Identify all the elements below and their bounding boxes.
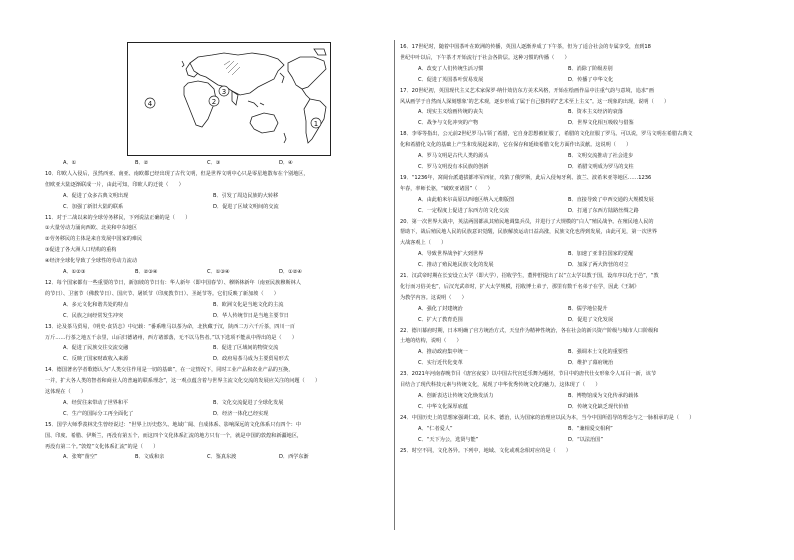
option[interactable]: B．“兼相爱交相利”: [568, 425, 613, 432]
option[interactable]: D．加深了两大阵营的对立: [568, 262, 629, 269]
option[interactable]: D．促进了文化发展: [568, 316, 614, 323]
option[interactable]: D．“以法治国”: [568, 436, 603, 443]
question-text: 风从画学于自然而人深刻想象’的艺术观，逐步形成了属于自己独特的“艺术至上主义”。这一现象的出现，说明（ ）: [400, 98, 670, 105]
question-24: [400, 413, 752, 446]
question-text: 19．“1236年，窝阔台派遣拔都率军西征，攻陷了俄罗斯，此后入侵匈牙利、波兰、波希米亚等地区……1236: [400, 174, 652, 181]
map-marker-3: 3: [221, 88, 227, 96]
option[interactable]: B．消除了阶级差别: [568, 65, 613, 72]
question-10: [45, 169, 390, 213]
option[interactable]: A．导致世界战争扩大到世界: [418, 251, 484, 258]
question-text: 20．第一次世界大战中，英法两国都从其殖民地调集兵员，并进行了大规模的“白人”殖民战争。在殖民地人民的: [400, 218, 654, 225]
option[interactable]: A．①: [63, 160, 77, 166]
question-text: 的节日）、卫塞节（佛教节日）、国庆节、屠妖节（印度教节日）、圣诞节等。它们反映了新加坡（ ）: [45, 290, 279, 297]
option[interactable]: B．资本主义经济的衰落: [568, 109, 623, 116]
option[interactable]: A．“仁者爱人”: [418, 425, 453, 432]
world-map-drawing: [128, 43, 330, 155]
option[interactable]: A．张骞“凿空”: [63, 454, 98, 461]
column-divider: [394, 40, 395, 530]
question-text: 国、印度、希腊、伊斯兰，再没有第五个，而这四个文化体系汇流的地方只有一个，就是中国的敦煌和新疆地区，: [45, 432, 303, 439]
question-text: 14．德国著名学者歌德认为“人类交往作用是一切的基础”，在一定情况下，同时工业产品和农业产品的互换，: [45, 367, 294, 374]
option[interactable]: B．文成和亲: [135, 454, 165, 461]
option[interactable]: B．文明交流推动了社会进步: [568, 153, 634, 160]
question-text: 土地的结构，说明（ ）: [400, 338, 462, 345]
option[interactable]: D．西学东渐: [279, 454, 309, 461]
option[interactable]: C．反映了国家财政收入来源: [63, 356, 129, 363]
option[interactable]: A．创新表达让传统文化焕发活力: [418, 393, 494, 399]
option[interactable]: C．中华文化深厚底蕴: [418, 403, 468, 410]
option[interactable]: B．强调本土文化的重要性: [568, 349, 629, 356]
question-18: [400, 129, 752, 173]
option[interactable]: C．民族之间经常发生冲突: [63, 312, 124, 319]
right-column: [400, 42, 752, 456]
option[interactable]: D．促进了区域文明间的交流: [213, 203, 279, 210]
option[interactable]: D．希腊文明成为罗马的支柱: [568, 163, 634, 170]
option[interactable]: D．维护了幕府统治: [568, 360, 614, 367]
option[interactable]: A．由此帕米尔高原以西地区纳入元朝版图: [418, 196, 515, 203]
option[interactable]: C．“天下为公，选贤与能”: [418, 436, 479, 443]
question-text: 16．17世纪时，随着中国茶叶在欧洲的传播，英国人逐渐养成了下午茶，但为了适合社会的专属享受，直到18: [400, 44, 651, 50]
question-text: 年春，率师长驱，“破欧亚诸国”（ ）: [400, 185, 493, 192]
option[interactable]: D．华人传统节日是当地主要节日: [213, 312, 289, 319]
option[interactable]: D．世界文化相互吸收与借鉴: [568, 120, 634, 127]
question-22: [400, 326, 752, 370]
question-25: [400, 446, 752, 457]
option[interactable]: A．多元文化和谐共处的特点: [63, 301, 129, 308]
world-map-figure: [127, 42, 331, 156]
option[interactable]: C．生产的国际分工再全面化了: [63, 410, 134, 417]
option[interactable]: A．推动政府集中统一: [418, 349, 468, 356]
option[interactable]: D．④: [279, 160, 293, 166]
question-text: 17．20世纪初，英国现代主义艺术家保罗·纳什效仿东方美术风格，开始在绘画作品中注重气韵与意境，追求“画: [400, 87, 654, 94]
option[interactable]: C．战争与文化冲突的产物: [418, 120, 479, 127]
question-text: 帮助下，战后殖民地人民的民族意识觉醒，民族解放运动日益高涨，民族文化也得到发展，由此可见，第一次世界: [400, 229, 658, 236]
question-text: ④经济全球化导致了全球性的劳动力流动: [45, 258, 137, 265]
option[interactable]: B．引发了周边民族的大转移: [213, 192, 279, 199]
option[interactable]: A．经贸往来带动了世界和平: [63, 399, 129, 406]
question-12: [45, 278, 390, 322]
question-text: 大战客观上（ ）: [400, 240, 447, 247]
option[interactable]: C．③: [207, 160, 221, 166]
option[interactable]: B．加速了亚非拉国家的觉醒: [568, 251, 634, 258]
option[interactable]: B．②: [135, 160, 149, 166]
option[interactable]: C．推动了殖民地民族文化的发展: [418, 262, 494, 269]
question-text: 21．汉武帝时期在长安设立太学（即大学），招收学生，董仲舒提出了以“立太学以教于国，设庠序以化于邑”，“教: [400, 273, 659, 280]
option[interactable]: D．经济一体化已经实现: [213, 410, 269, 417]
option[interactable]: B．直接导致了中西交通的大规模发展: [568, 196, 654, 203]
question-17: [400, 86, 752, 130]
question-21: [400, 271, 752, 326]
map-marker-1: 1: [313, 120, 319, 128]
option[interactable]: D．①②④: [279, 269, 302, 276]
question-19: [400, 173, 752, 217]
option[interactable]: B．博物馆成为文化传承的载体: [568, 393, 639, 399]
question-23: [400, 369, 752, 413]
option[interactable]: C．加强了新旧大陆的联系: [63, 203, 124, 210]
option[interactable]: C．实行近代化变革: [418, 360, 463, 367]
question-text: 22．德川幕府时期，日本明确了官方统治方式，天皇作为精神性统治，各在社会的新兴资产阶级与城市人口阶级和: [400, 327, 659, 334]
option[interactable]: A．①②③: [63, 269, 86, 276]
option[interactable]: B．②③④: [135, 269, 158, 276]
option[interactable]: A．罗马文明是古代人类的源头: [418, 153, 489, 160]
question-text: 目结合了现代科技元素与传统文化，展现了中华优秀传统文化的魅力，这体现了（ ）: [400, 382, 601, 389]
question-text: 12．每个国家都有一些重要的节日，新加坡的节日有：华人新年（即中国春节）、穆斯林新年（南亚民族穆斯林人: [45, 279, 301, 286]
question-text: 15．国学大师季羡林先生曾经说过：“世界上历史悠久、地域广阔、自成体系、影响深远的文化体系只有四个：中: [45, 421, 301, 428]
question-text: 11．对于二战以来的全球劳务移民，下列说法正确的是（ ）: [45, 214, 191, 221]
option[interactable]: C．一定程度上促进了东西方的文化交流: [418, 207, 509, 214]
question-text: 13．论及茶马贸易，《明史·食货志》中记载：“番系唯马以茶为命，北狄藏于汉，陕西二万六千斤茶，四川一百: [45, 323, 295, 330]
option[interactable]: C．鉴真东渡: [207, 454, 237, 461]
option[interactable]: B．文化交流促进了全球化发展: [213, 399, 284, 406]
question-text: 再没有第二个。”敦煌“文化体系汇流”的是（ ）: [45, 443, 159, 450]
option[interactable]: C．促进了英国茶叶贸易发展: [418, 76, 484, 83]
question-13: [45, 322, 390, 366]
option[interactable]: A．改变了人们传统生活习惯: [418, 65, 484, 72]
question-20: [400, 217, 752, 272]
question-text: 为教学内容。这说明（ ）: [400, 294, 467, 301]
option[interactable]: D．传播了中华文化: [568, 76, 614, 83]
question-text: ③促进了各大洲人口结构的重构: [45, 247, 117, 254]
option[interactable]: A．现实主义绘画传统的丧失: [418, 109, 484, 116]
question-text: ①大量劳动力涌向西欧、北美和中东地区: [45, 225, 137, 232]
question-text: 一并，扩大各人类的智者和商业人的普遍的联系理念”，这一观点蕴含着与世界主流文化交流的发展应关注的问题（ ）: [45, 378, 321, 385]
option[interactable]: D．打通了东西方陆路丝绸之路: [568, 207, 639, 214]
option[interactable]: D．政府易茶马成为主要贸易形式: [213, 356, 289, 363]
question-text: 化行而习俗美也”，后汉光武帝时，扩大太学规模，招收博士弟子，那里有数千名弟子在学，因此《王制》: [400, 283, 640, 290]
question-text: 24．中国历史上的思想家强调仁政、民本、德治，认为国家的治理应以民为本，当今中国所倡导的理念与之一脉相承的是（ ）: [400, 414, 695, 421]
q9-options: [45, 158, 390, 169]
option[interactable]: A．促进了众多古典文明出现: [63, 192, 129, 199]
question-text: 23．2021年河南春晚节目《唐宫夜宴》以中国古代宫廷乐舞为题材，节目中的唐代仕女形象令人耳目一新，该节: [400, 371, 657, 378]
option[interactable]: A．强化了封建统治: [418, 305, 463, 312]
question-text: 化和希腊化文化的基础上产生和发展起来的，它在保存和延续希腊文化方面作出贡献。这说明（ ）: [400, 142, 632, 149]
option[interactable]: C．扩大了教育范围: [418, 316, 463, 323]
option[interactable]: B．欧洲文化是当地文化的主流: [213, 301, 284, 308]
left-column: [45, 42, 390, 463]
map-marker-4: 4: [147, 100, 153, 108]
question-text: 18．李零等指出，公元前2世纪罗马占领了希腊，它自身思想被征服了，希腊的文化征服了罗马。可以说，罗马文明在希腊古典文: [400, 131, 693, 138]
option[interactable]: C．罗马文明没有本民族的创新: [418, 163, 489, 170]
question-text: 但欧亚大陆逐渐联成一片，由此可知，印欧人的迁徙（ ）: [45, 181, 184, 188]
option[interactable]: B．儒学地位提升: [568, 305, 608, 312]
option[interactable]: D．传统文化缺乏现代价值: [568, 403, 629, 410]
question-15: [45, 420, 390, 464]
question-14: [45, 365, 390, 420]
question-16: [400, 42, 752, 86]
question-text: 万斤……行茶之地五千余里，山后归德诸州，西方诸部落，无不以马售者。”以下选项不能从中得出的是（ ）: [45, 334, 297, 341]
map-marker-2: 2: [211, 98, 217, 106]
question-text: 世纪中叶以后，下午茶才开始流行于社会各阶层。这种习惯的传播（ ）: [400, 54, 570, 61]
question-text: ②劳务移民的主体是来自发展中国家的难民: [45, 236, 143, 243]
question-11: [45, 213, 390, 278]
question-text: 10．印欧人入侵后，虽然西亚、南亚、南欧都已经出现了古代文明，但是世界文明中心只是零星地散布在个别地区，: [45, 170, 309, 177]
option[interactable]: C．①③④: [207, 269, 230, 276]
question-text: 这体现在（ ）: [45, 389, 87, 396]
option[interactable]: A．促进了民族交往交流交融: [63, 345, 129, 352]
question-text: 25．时空不同，文化各异。下列中，地域、文化或观念相对应的是（ ）: [400, 447, 572, 454]
option[interactable]: B．促进了区域间的物资交流: [213, 345, 279, 352]
